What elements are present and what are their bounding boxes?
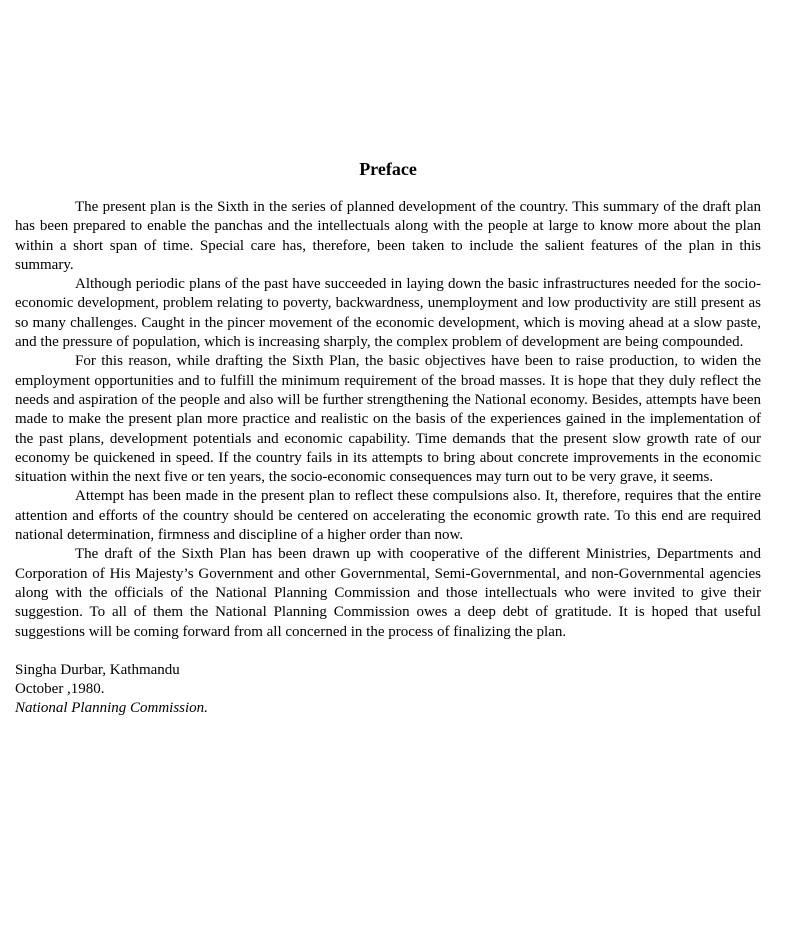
paragraph-2: Although periodic plans of the past have succeeded in laying down the basic infrastructures needed for the socio-economic development, problem relating to poverty, backwardness, unemployment and low productivity are still present as so many challenges. Caught in the pincer movement of the economic development, which is moving ahead at a slow paste, and the pressure of population, which is increasing sharply, the complex problem of development are being compounded.: [15, 276, 761, 351]
signature-block: [15, 661, 761, 719]
paragraph-3: For this reason, while drafting the Sixth Plan, the basic objectives have been to raise production, to widen the employment opportunities and to fulfill the minimum requirement of the broad masses. It is hope that they duly reflect the needs and aspiration of the people and also will be further strengthening the National economy. Besides, attempts have been made to make the present plan more practice and realistic on the basis of the experiences gained in the implementation of the past plans, development potentials and economic capability. Time demands that the present slow growth rate of our economy be quickened in speed. If the country fails in its attempts to bring about concrete improvements in the economic situation within the next five or ten years, the socio-economic consequences may turn out to be very grave, it seems.: [15, 353, 761, 486]
paragraph-1: The present plan is the Sixth in the series of planned development of the country. This summary of the draft plan has been prepared to enable the panchas and the intellectuals along with the people at large to know more about the plan within a short span of time. Special care has, therefore, been taken to include the salient features of the plan in this summary.: [15, 199, 761, 273]
signature-place: Singha Durbar, Kathmandu: [15, 661, 180, 678]
signature-date: October ,1980.: [15, 681, 105, 698]
paragraph-4: Attempt has been made in the present plan to reflect these compulsions also. It, therefore, requires that the entire attention and efforts of the country should be centered on accelerating the economic growth rate. To this end are required national determination, firmness and discipline of a higher order than now.: [15, 488, 761, 544]
page-title: Preface: [359, 159, 417, 179]
document-page: [15, 156, 761, 719]
signature-organization: National Planning Commission.: [15, 700, 208, 717]
paragraph-5: The draft of the Sixth Plan has been drawn up with cooperative of the different Ministries, Departments and Corporation of His Majesty’s Government and other Governmental, Semi-Governmental, and non-Governmental agencies along with the officials of the National Planning Commission and those intellectuals who were invited to give their suggestion. To all of them the National Planning Commission owes a deep debt of gratitude. It is hoped that useful suggestions will be coming forward from all concerned in the process of finalizing the plan.: [15, 546, 761, 640]
